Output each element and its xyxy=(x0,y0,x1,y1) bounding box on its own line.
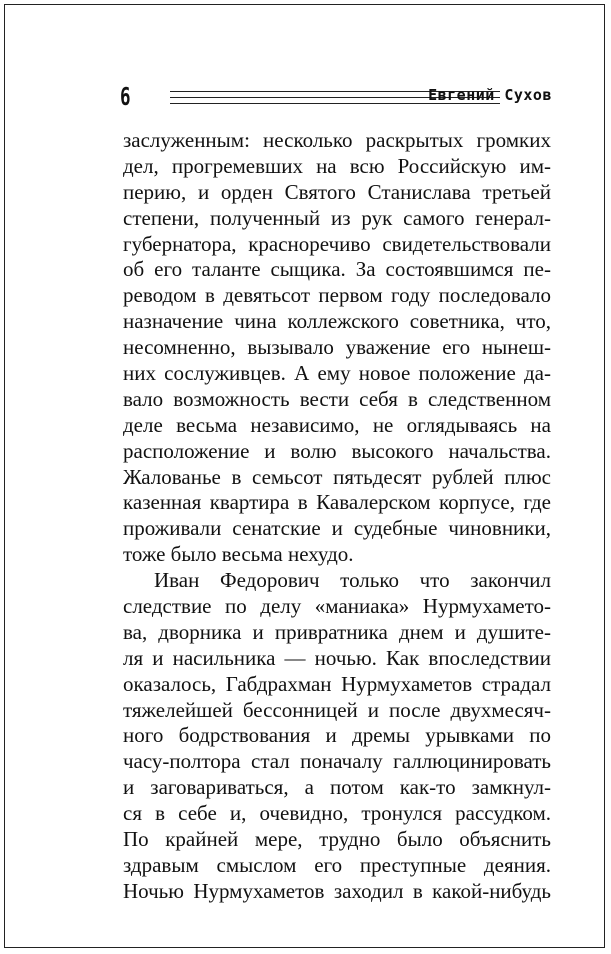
text-line: вало возможность вести себя в следственном xyxy=(123,386,551,411)
text-line: реводом в девятьсот первом году последовало xyxy=(123,283,551,308)
text-line: несомненно, вызывало уважение его нынеш- xyxy=(123,335,551,360)
text-line: здравым смыслом его преступные деяния. xyxy=(123,852,551,877)
text-line: заслуженным: несколько раскрытых громких xyxy=(123,128,551,152)
page-number: 6 xyxy=(120,82,131,111)
text-line: тяжелейшей бессонницей и после двухмесяч- xyxy=(123,697,551,722)
text-line: проживали сенатские и судебные чиновники, xyxy=(123,516,551,541)
body-text xyxy=(123,128,551,905)
text-line: степени, полученный из рук самого генерал- xyxy=(123,205,551,230)
text-line: Жалованье в семьсот пятьдесят рублей плюс xyxy=(123,464,551,489)
text-line: следствие по делу «маниака» Нурмухамето- xyxy=(123,594,551,619)
text-line: ного бодрствования и дремы урывками по xyxy=(123,723,551,748)
text-line: тоже было весьма нехудо. xyxy=(123,542,354,567)
text-line: ва, дворника и привратника днем и душите- xyxy=(123,619,551,644)
text-line: расположение и волю высокого начальства. xyxy=(123,438,551,463)
text-line: дел, прогремевших на всю Российскую им- xyxy=(123,153,551,178)
text-line: перию, и орден Святого Станислава третьей xyxy=(123,179,551,204)
author-name: Евгений Сухов xyxy=(428,86,552,104)
text-line: Ночью Нурмухаметов заходил в какой-нибудь xyxy=(123,878,551,903)
book-page xyxy=(4,4,605,948)
text-line: казенная квартира в Кавалерском корпусе, где xyxy=(123,490,551,515)
text-line: часу-полтора стал поначалу галлюцинировать xyxy=(123,749,551,774)
text-line: По крайней мере, трудно было объяснить xyxy=(123,827,551,852)
text-line: деле весьма независимо, не оглядываясь на xyxy=(123,412,551,437)
text-line: об его таланте сыщика. За состоявшимся пе- xyxy=(123,257,551,282)
text-line: назначение чина коллежского советника, что, xyxy=(123,309,551,334)
text-line: ля и насильника — ночью. Как впоследствии xyxy=(123,645,551,670)
text-line: губернатора, красноречиво свидетельствовали xyxy=(123,231,551,256)
text-line: и заговариваться, а потом как-то замкнул- xyxy=(123,775,551,800)
text-line: оказалось, Габдрахман Нурмухаметов страдал xyxy=(123,671,551,696)
text-line: Иван Федорович только что закончил xyxy=(154,568,551,593)
text-line: них сослуживцев. А ему новое положение да- xyxy=(123,361,551,386)
text-line: ся в себе и, очевидно, тронулся рассудком. xyxy=(123,801,551,826)
running-header xyxy=(120,83,552,111)
